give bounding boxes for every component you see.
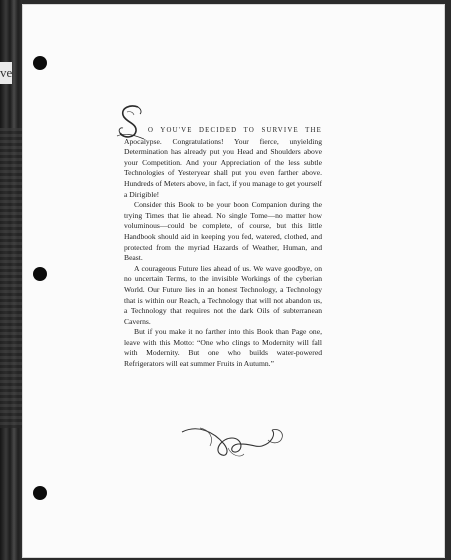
paragraph-1-lead: O YOU'VE DECIDED TO SURVIVE THE	[148, 127, 322, 134]
flourish-ornament	[180, 418, 290, 462]
paragraph-3: A courageous Future lies ahead of us. We wave goodbye, on no uncertain Terms, to the invisible Workings of the cyberian World. Our Future lies in an honest Technology, a Technology that is within our Reach, a Technology that will not abandon us, a Technology that requires not the dark Oils of subterranean Caverns.	[124, 263, 322, 326]
paragraph-4: But if you make it no farther into this Book than Page one, leave with this Motto: “One who clings to Modernity will fall with Modernity. But one who builds water-powered Refrigerators will eat summer Fruits in Autumn.”	[124, 327, 322, 369]
paragraph-1-body: Apocalypse. Congratulations! Your fierce, unyielding Determination has already put you Head and Shoulders above your Competition. And your Appreciation of the less subtle Technologies of Yesteryear shall put you even farther above. Hundreds of Meters above, in fact, if you manage to get yourself a Dirigible!	[124, 136, 322, 199]
body-text	[124, 125, 322, 370]
binder-hole-top	[33, 56, 47, 70]
paragraph-2: Consider this Book to be your boon Companion during the trying Times that lie ahead. No single Tome—no matter how voluminous—could be complete, of course, but this little Handbook should aid in keeping you fed, watered, clothed, and protected from the myriad Hazards of Weather, Human, and Beast.	[124, 200, 322, 263]
binder-hole-bottom	[33, 486, 47, 500]
scanner-edge-texture	[0, 128, 22, 428]
paragraph-1	[124, 125, 322, 200]
drop-cap-ornament	[116, 103, 146, 141]
margin-fragment-text: ve	[0, 62, 12, 84]
binder-hole-middle	[33, 267, 47, 281]
